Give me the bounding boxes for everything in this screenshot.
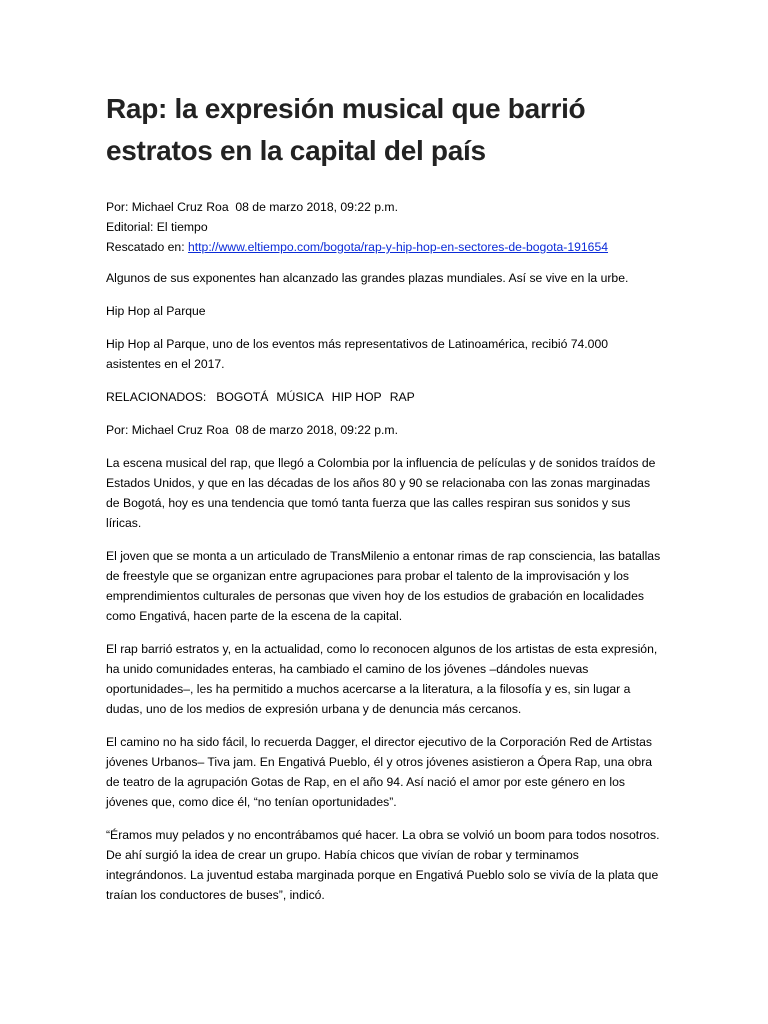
editorial: Editorial: El tiempo: [106, 220, 208, 234]
tag-hip-hop[interactable]: HIP HOP: [331, 390, 382, 404]
rescued-line: [106, 237, 662, 257]
source-link[interactable]: http://www.eltiempo.com/bogota/rap-y-hip-hop-en-sectores-de-bogota-191654: [187, 240, 609, 254]
body-paragraph-2: El joven que se monta a un articulado de TransMilenio a entonar rimas de rap consciencia, las batallas de freestyle que se organizan entre agrupaciones para probar el talento de la improvisación y los emprendimientos culturales de personas que viven hoy de los estudios de grabación en localidades como Engativá, hacen parte de la escena de la capital.: [106, 549, 661, 623]
tag-rap[interactable]: RAP: [389, 390, 415, 404]
body-paragraph-1: La escena musical del rap, que llegó a Colombia por la influencia de películas y de sonidos traídos de Estados Unidos, y que en las décadas de los años 80 y 90 se relacionaba con las zonas marginadas de Bogotá, hoy es una tendencia que tomó tanta fuerza que las calles respiran sus sonidos y sus líricas.: [106, 456, 656, 530]
section-heading: Hip Hop al Parque: [106, 304, 206, 318]
body-paragraph-5: “Éramos muy pelados y no encontrábamos qué hacer. La obra se volvió un boom para todos nosotros. De ahí surgió la idea de crear un grupo. Había chicos que vivían de robar y terminamos integrándonos. La juventud estaba marginada porque en Engativá Pueblo solo se vivía de la plata que traían los conductores de buses”, indicó.: [106, 828, 660, 902]
article-meta: [106, 197, 662, 257]
byline: Por: Michael Cruz Roa 08 de marzo 2018, 09:22 p.m.: [106, 200, 398, 214]
body-paragraph-3: El rap barrió estratos y, en la actualidad, como lo reconocen algunos de los artistas de esta expresión, ha unido comunidades enteras, ha cambiado el camino de los jóvenes –dándoles nuevas oportunidades–, les ha permitido a muchos acercarse a la literatura, a la filosofía y es, sin lugar a dudas, uno de los medios de expresión urbana y de denuncia más cercanos.: [106, 642, 658, 716]
tag-musica[interactable]: MÚSICA: [276, 390, 324, 404]
related-tags: [106, 387, 662, 407]
lead-paragraph: Algunos de sus exponentes han alcanzado las grandes plazas mundiales. Así se vive en la urbe.: [106, 271, 629, 285]
article-title: Rap: la expresión musical que barrió estratos en la capital del país: [106, 93, 586, 166]
tag-bogota[interactable]: BOGOTÁ: [216, 390, 269, 404]
body-paragraph-4: El camino no ha sido fácil, lo recuerda Dagger, el director ejecutivo de la Corporación Red de Artistas jóvenes Urbanos– Tiva jam. En Engativá Pueblo, él y otros jóvenes asistieron a Ópera Rap, una obra de teatro de la agrupación Gotas de Rap, en el año 94. Así nació el amor por este género en los jóvenes que, como dice él, “no tenían oportunidades”.: [106, 735, 653, 809]
byline-repeat: Por: Michael Cruz Roa 08 de marzo 2018, 09:22 p.m.: [106, 423, 398, 437]
related-label: RELACIONADOS:: [106, 390, 207, 404]
rescued-label: Rescatado en:: [106, 240, 188, 254]
section-text: Hip Hop al Parque, uno de los eventos más representativos de Latinoamérica, recibió 74.000 asistentes en el 2017.: [106, 337, 609, 371]
